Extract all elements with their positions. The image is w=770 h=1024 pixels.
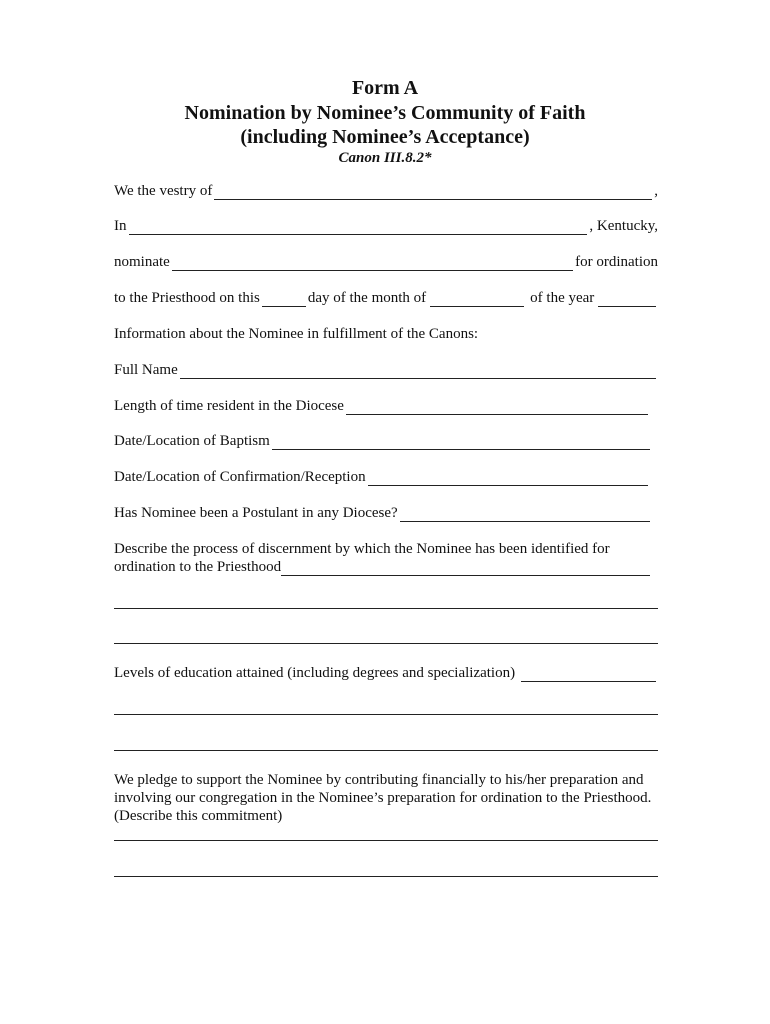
vestry-suffix: , — [654, 183, 658, 199]
full-name-label: Full Name — [114, 362, 178, 378]
education-label: Levels of education attained (including degrees and specialization) — [114, 665, 516, 681]
vestry-label: We the vestry of — [114, 183, 213, 199]
year-label: of the year — [530, 290, 595, 306]
nominate-suffix: for ordination — [575, 254, 658, 270]
nominate-label: nominate — [114, 254, 170, 270]
city-field[interactable] — [129, 220, 588, 235]
baptism-field[interactable] — [272, 435, 650, 450]
priesthood-prefix: to the Priesthood on this — [114, 290, 260, 306]
pledge-line-field-2[interactable] — [114, 876, 658, 877]
date-row — [114, 289, 658, 307]
residence-field[interactable] — [346, 400, 648, 415]
full-name-field[interactable] — [180, 364, 656, 379]
residence-label: Length of time resident in the Diocese — [114, 398, 344, 414]
full-name-row — [114, 361, 658, 379]
discernment-line1: Describe the process of discernment by which the Nominee has been identified for — [114, 541, 610, 557]
day-label: day of the month of — [307, 290, 427, 306]
education-extra-line-2[interactable] — [114, 750, 658, 751]
baptism-row — [114, 432, 652, 450]
form-title-line1: Nomination by Nominee’s Community of Faith — [184, 102, 586, 124]
state-suffix: , Kentucky, — [589, 218, 658, 234]
month-field[interactable] — [430, 292, 524, 307]
discernment-line2: ordination to the Priesthood — [114, 559, 282, 575]
confirmation-row — [114, 468, 650, 486]
education-row — [114, 664, 658, 682]
form-label: Form A — [351, 77, 419, 99]
year-field[interactable] — [598, 292, 656, 307]
discernment-row — [114, 558, 652, 576]
baptism-label: Date/Location of Baptism — [114, 433, 270, 449]
pledge-line-field-1[interactable] — [114, 840, 658, 841]
pledge-line3: (Describe this commitment) — [114, 808, 283, 824]
discernment-extra-line-1[interactable] — [114, 608, 658, 609]
education-extra-line-1[interactable] — [114, 714, 658, 715]
form-title-line2: (including Nominee’s Acceptance) — [240, 126, 530, 148]
confirmation-field[interactable] — [368, 471, 648, 486]
location-row — [114, 217, 658, 235]
discernment-extra-line-2[interactable] — [114, 643, 658, 644]
postulant-label: Has Nominee been a Postulant in any Diocese? — [114, 505, 398, 521]
nominate-row — [114, 253, 658, 271]
discernment-field[interactable] — [281, 561, 650, 576]
residence-row — [114, 397, 650, 415]
confirmation-label: Date/Location of Confirmation/Reception — [114, 469, 366, 485]
nominee-name-field[interactable] — [172, 256, 573, 271]
pledge-line1: We pledge to support the Nominee by contributing financially to his/her preparation and — [114, 772, 644, 788]
canon-reference: Canon III.8.2* — [338, 150, 432, 166]
pledge-line2: involving our congregation in the Nominee’s preparation for ordination to the Priesthood. — [114, 790, 652, 806]
postulant-field[interactable] — [400, 507, 650, 522]
in-label: In — [114, 218, 127, 234]
vestry-name-field[interactable] — [214, 185, 652, 200]
education-field[interactable] — [521, 667, 656, 682]
vestry-row — [114, 182, 658, 200]
postulant-row — [114, 504, 652, 522]
day-field[interactable] — [262, 292, 306, 307]
info-heading: Information about the Nominee in fulfillment of the Canons: — [114, 326, 479, 342]
